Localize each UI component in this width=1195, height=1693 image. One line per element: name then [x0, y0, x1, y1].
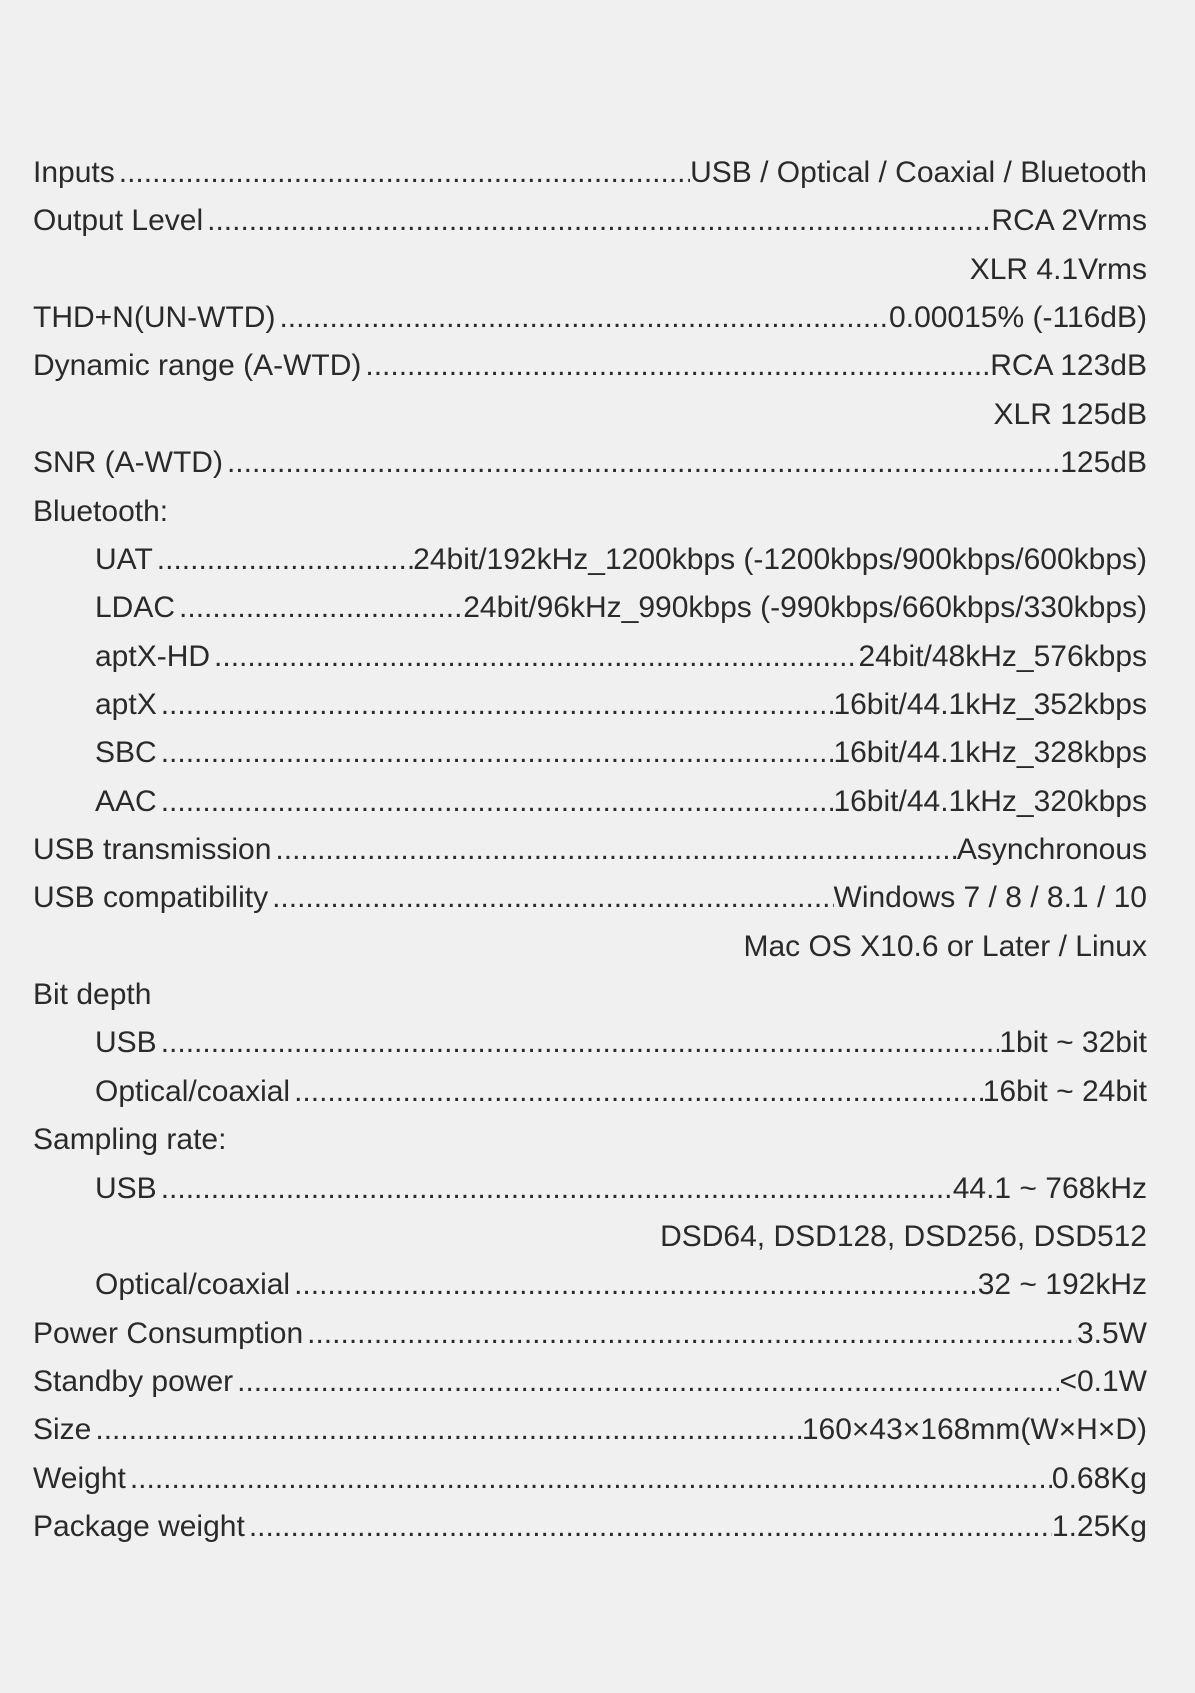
spec-row [33, 246, 1147, 294]
spec-value: 32 ~ 192kHz [977, 1268, 1147, 1302]
spec-label: USB compatibility [33, 881, 269, 915]
spec-value: 24bit/192kHz_1200kbps (-1200kbps/900kbps/600kbps) [413, 542, 1147, 576]
spec-value: 16bit ~ 24bit [982, 1074, 1147, 1108]
dotted-leader [157, 729, 834, 777]
spec-row [33, 1116, 1147, 1164]
spec-row [33, 342, 1147, 390]
dotted-leader [361, 342, 990, 390]
spec-label: Size [33, 1413, 92, 1447]
dotted-leader [268, 874, 833, 922]
spec-label: Output Level [33, 204, 204, 238]
dotted-leader [210, 633, 858, 681]
dotted-leader [126, 1455, 1052, 1503]
spec-value: 1.25Kg [1051, 1510, 1147, 1544]
spec-row [33, 149, 1147, 197]
dotted-leader [233, 1358, 1059, 1406]
dotted-leader [275, 294, 889, 342]
dotted-leader [175, 584, 463, 632]
spec-value: 16bit/44.1kHz_320kbps [833, 784, 1147, 818]
spec-value: RCA 2Vrms [991, 204, 1147, 238]
spec-value: 16bit/44.1kHz_352kbps [833, 687, 1147, 721]
spec-value: Mac OS X10.6 or Later / Linux [743, 929, 1147, 963]
dotted-leader [290, 1261, 978, 1309]
dotted-leader [303, 1310, 1077, 1358]
dotted-leader [245, 1503, 1052, 1551]
spec-row [33, 826, 1147, 874]
spec-value: 44.1 ~ 768kHz [952, 1171, 1147, 1205]
spec-label: aptX-HD [95, 639, 211, 673]
spec-row [33, 391, 1147, 439]
spec-value: 0.00015% (-116dB) [889, 301, 1147, 335]
spec-label: Weight [33, 1461, 126, 1495]
dotted-leader [223, 439, 1060, 487]
dotted-leader [115, 149, 690, 197]
dotted-leader [290, 1068, 983, 1116]
spec-label: USB [95, 1026, 157, 1060]
spec-label: Optical/coaxial [95, 1074, 291, 1108]
spec-label: USB [95, 1171, 157, 1205]
spec-row [33, 1165, 1147, 1213]
spec-label: Bluetooth: [33, 494, 169, 528]
spec-row [33, 633, 1147, 681]
spec-label: SBC [95, 736, 157, 770]
spec-row [33, 488, 1147, 536]
spec-row [33, 1261, 1147, 1309]
dotted-leader [153, 536, 413, 584]
spec-value: 1bit ~ 32bit [999, 1026, 1147, 1060]
spec-row [33, 1213, 1147, 1261]
spec-value: 3.5W [1076, 1316, 1147, 1350]
spec-label: THD+N(UN-WTD) [33, 301, 276, 335]
spec-label: USB transmission [33, 833, 272, 867]
spec-row [33, 1068, 1147, 1116]
spec-value: XLR 4.1Vrms [969, 252, 1147, 286]
spec-row [33, 923, 1147, 971]
spec-value: 16bit/44.1kHz_328kbps [833, 736, 1147, 770]
spec-value: USB / Optical / Coaxial / Bluetooth [690, 156, 1147, 189]
spec-value: <0.1W [1059, 1364, 1147, 1398]
spec-row [33, 1019, 1147, 1067]
spec-label: LDAC [95, 591, 176, 625]
spec-row [33, 439, 1147, 487]
spec-value: 125dB [1060, 446, 1147, 480]
dotted-leader [157, 1019, 1000, 1067]
spec-label: UAT [95, 542, 153, 576]
spec-label: SNR (A-WTD) [33, 446, 223, 480]
spec-row [33, 1455, 1147, 1503]
spec-value: Windows 7 / 8 / 8.1 / 10 [833, 881, 1147, 915]
spec-value: Asynchronous [956, 833, 1147, 867]
spec-row [33, 681, 1147, 729]
spec-label: Sampling rate: [33, 1123, 227, 1157]
spec-value: 160×43×168mm(W×H×D) [801, 1413, 1147, 1447]
spec-row [33, 729, 1147, 777]
spec-row [33, 1358, 1147, 1406]
spec-row [33, 971, 1147, 1019]
dotted-leader [157, 681, 834, 729]
spec-value: DSD64, DSD128, DSD256, DSD512 [660, 1219, 1147, 1253]
spec-row [33, 536, 1147, 584]
spec-value: RCA 123dB [990, 349, 1147, 383]
spec-row [33, 584, 1147, 632]
spec-label: Standby power [33, 1364, 234, 1398]
dotted-leader [203, 197, 991, 245]
spec-label: Package weight [33, 1510, 245, 1544]
spec-value: 0.68Kg [1051, 1461, 1147, 1495]
dotted-leader [271, 826, 956, 874]
spec-row [33, 294, 1147, 342]
spec-label: Optical/coaxial [95, 1268, 291, 1302]
spec-row [33, 1310, 1147, 1358]
spec-label: Inputs [33, 156, 115, 189]
spec-row [33, 1503, 1147, 1551]
spec-label: aptX [95, 687, 157, 721]
spec-label: Bit depth [33, 978, 152, 1012]
spec-label: Power Consumption [33, 1316, 304, 1350]
spec-value: XLR 125dB [993, 397, 1147, 431]
dotted-leader [157, 778, 834, 826]
spec-row [33, 1406, 1147, 1454]
spec-list [33, 0, 1147, 1551]
spec-row [33, 778, 1147, 826]
spec-label: AAC [95, 784, 157, 818]
spec-row [33, 874, 1147, 922]
spec-row [33, 197, 1147, 245]
spec-value: 24bit/48kHz_576kbps [858, 639, 1147, 673]
spec-value: 24bit/96kHz_990kbps (-990kbps/660kbps/330kbps) [463, 591, 1147, 625]
spec-label: Dynamic range (A-WTD) [33, 349, 362, 383]
dotted-leader [157, 1165, 953, 1213]
dotted-leader [91, 1406, 801, 1454]
